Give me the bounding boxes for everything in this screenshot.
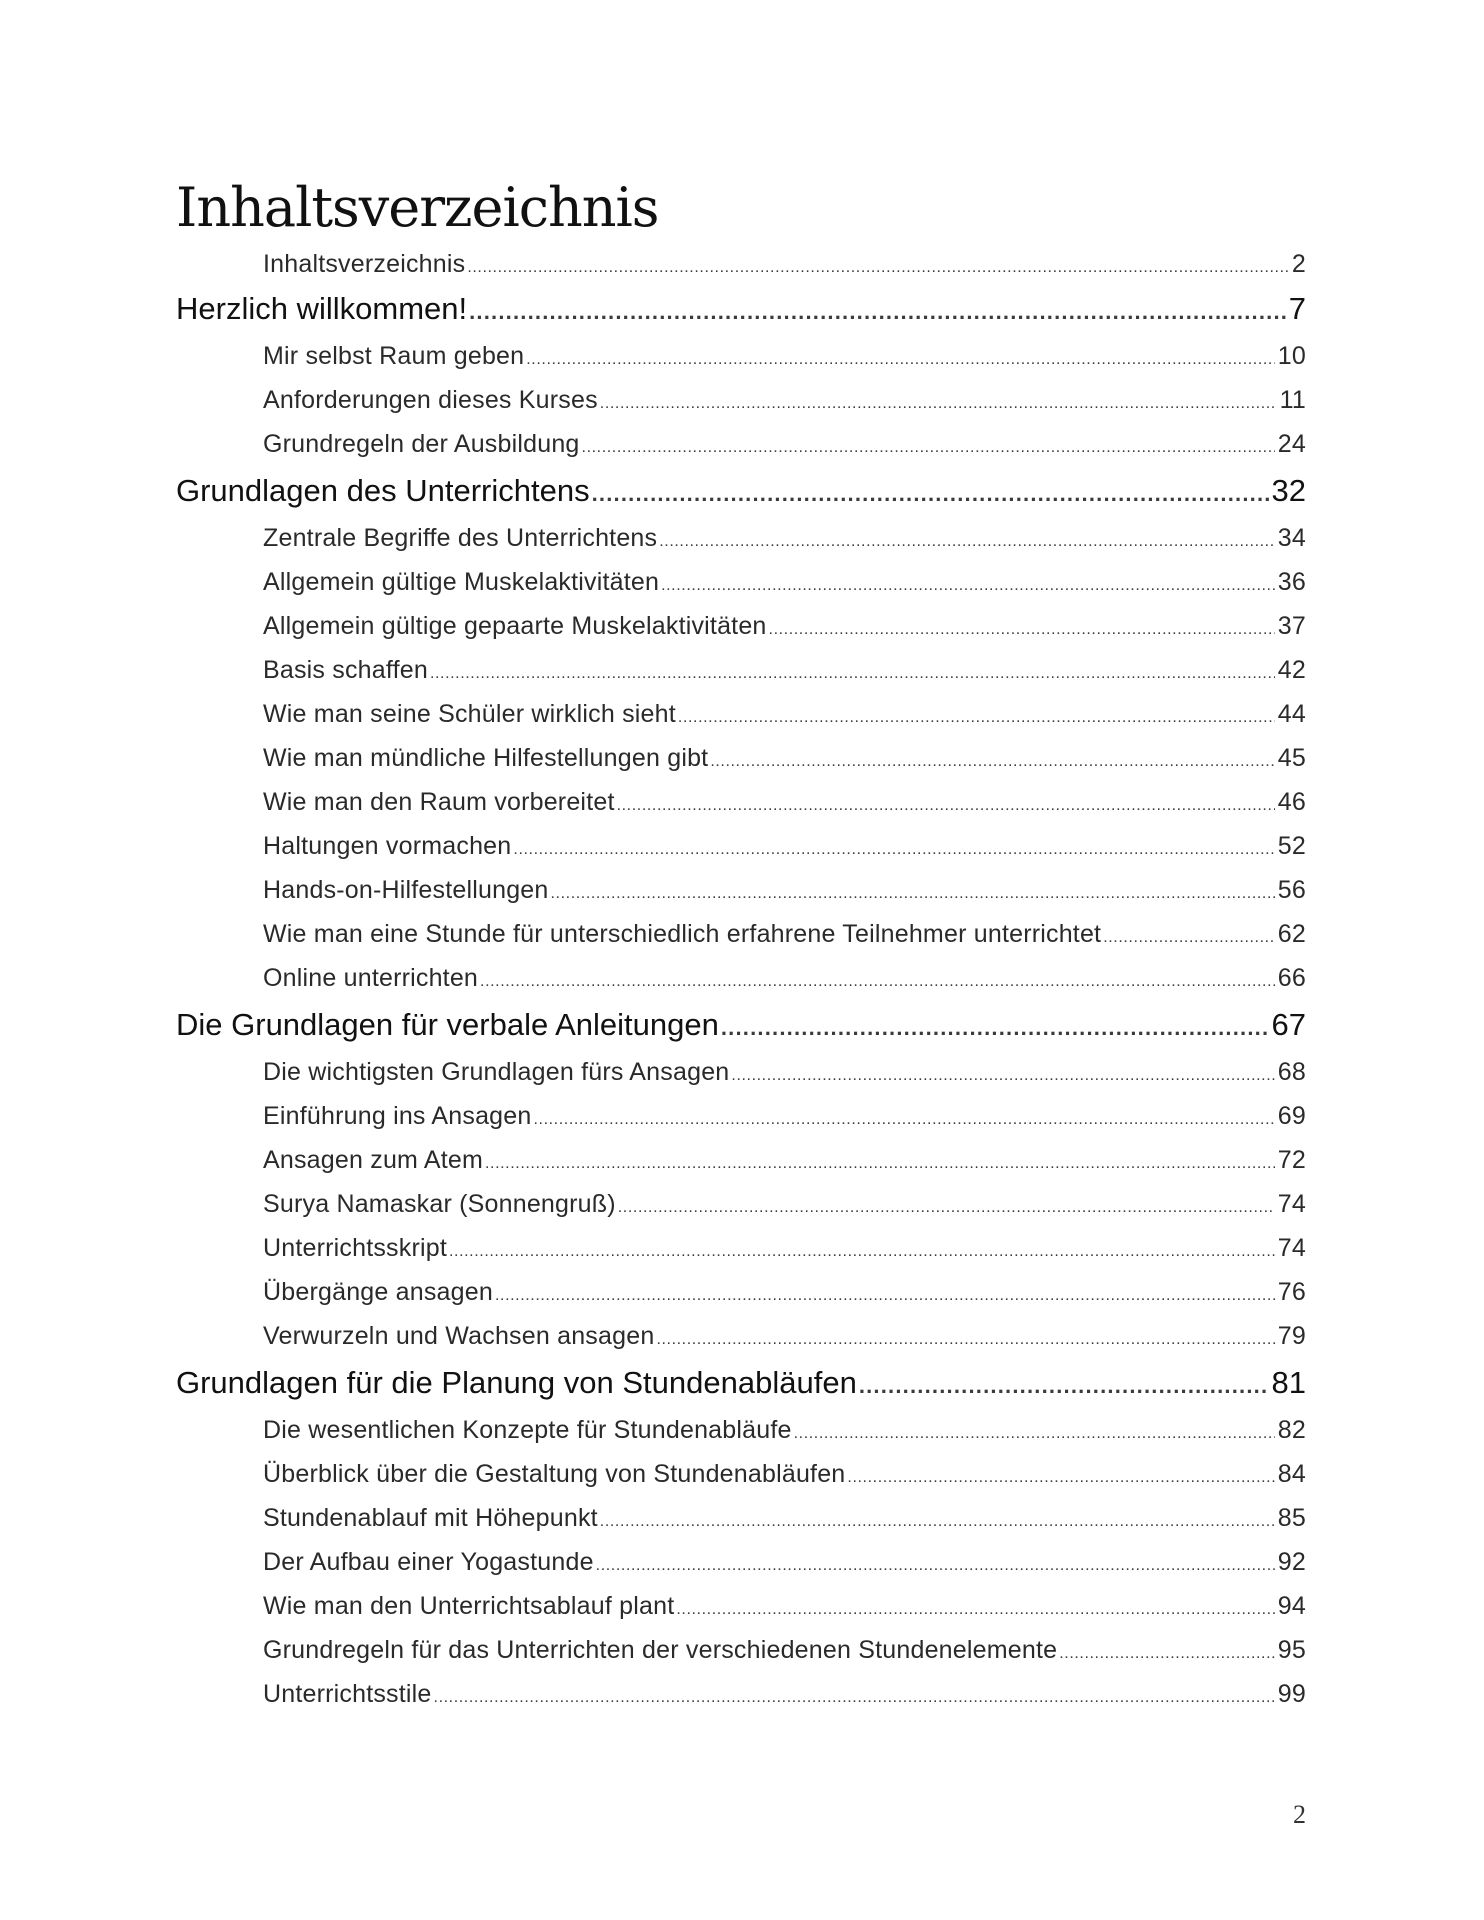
toc-entry-page-number: 46	[1277, 788, 1306, 816]
toc-entry-label: Basis schaffen	[263, 656, 428, 684]
dot-leader	[596, 1540, 1275, 1588]
toc-entry-page-number: 85	[1277, 1504, 1306, 1532]
toc-entry-page-number: 69	[1277, 1102, 1306, 1130]
dot-leader	[430, 648, 1275, 696]
dot-leader	[467, 244, 1289, 288]
toc-entry-page-number: 37	[1277, 612, 1306, 640]
toc-section-entry[interactable]	[176, 1628, 1306, 1672]
toc-entry-page-number: 74	[1277, 1234, 1306, 1262]
toc-section-entry[interactable]	[176, 1672, 1306, 1716]
toc-entry-label: Übergänge ansagen	[263, 1278, 493, 1306]
toc-section-entry[interactable]	[176, 1452, 1306, 1496]
toc-entry-label: Der Aufbau einer Yogastunde	[263, 1548, 594, 1576]
toc-entry-label: Grundlagen des Unterrichtens	[176, 473, 590, 508]
dot-leader	[769, 604, 1275, 652]
toc-section-entry[interactable]	[176, 1584, 1306, 1628]
toc-chapter-entry[interactable]	[176, 466, 1306, 516]
toc-section-entry[interactable]	[176, 736, 1306, 780]
dot-leader	[710, 736, 1274, 784]
toc-entry-label: Die Grundlagen für verbale Anleitungen	[176, 1007, 719, 1042]
toc-entry-label: Wie man eine Stunde für unterschiedlich erfahrene Teilnehmer unterrichtet	[263, 920, 1102, 948]
toc-entry-label: Grundregeln der Ausbildung	[263, 430, 580, 458]
toc-section-entry[interactable]	[176, 868, 1306, 912]
toc-entry-label: Überblick über die Gestaltung von Stundenabläufen	[263, 1460, 846, 1488]
toc-entry-label: Online unterrichten	[263, 964, 479, 992]
toc-section-entry[interactable]	[176, 648, 1306, 692]
toc-entry-page-number: 94	[1277, 1592, 1306, 1620]
toc-entry-label: Hands-on-Hilfestellungen	[263, 876, 549, 904]
toc-entry-label: Anforderungen dieses Kurses	[263, 386, 598, 414]
dot-leader	[1059, 1628, 1275, 1676]
toc-entry-label: Wie man mündliche Hilfestellungen gibt	[263, 744, 709, 772]
toc-entry-page-number: 81	[1271, 1365, 1306, 1400]
toc-entry-label: Herzlich willkommen!	[176, 291, 468, 326]
toc-section-entry[interactable]	[176, 244, 1306, 284]
toc-entry-page-number: 24	[1277, 430, 1306, 458]
toc-entry-label: Wie man seine Schüler wirklich sieht	[263, 700, 676, 728]
toc-entry-page-number: 32	[1271, 473, 1306, 508]
dot-leader	[847, 1452, 1274, 1500]
toc-chapter-entry[interactable]	[176, 284, 1306, 334]
toc-entry-label: Ansagen zum Atem	[263, 1146, 483, 1174]
toc-section-entry[interactable]	[176, 1138, 1306, 1182]
toc-entry-page-number: 10	[1277, 342, 1306, 370]
dot-leader	[1103, 912, 1275, 960]
toc-entry-label: Haltungen vormachen	[263, 832, 512, 860]
toc-entry-page-number: 56	[1277, 876, 1306, 904]
toc-section-entry[interactable]	[176, 378, 1306, 422]
toc-entry-label: Wie man den Raum vorbereitet	[263, 788, 615, 816]
toc-section-entry[interactable]	[176, 1496, 1306, 1540]
toc-section-entry[interactable]	[176, 560, 1306, 604]
toc-section-entry[interactable]	[176, 780, 1306, 824]
toc-entry-label: Unterrichtsskript	[263, 1234, 447, 1262]
dot-leader	[485, 1138, 1275, 1186]
toc-entry-page-number: 99	[1277, 1680, 1306, 1708]
dot-leader	[495, 1270, 1275, 1318]
page-number: 2	[1293, 1800, 1306, 1829]
dot-leader	[678, 692, 1275, 740]
toc-entry-label: Mir selbst Raum geben	[263, 342, 525, 370]
toc-entry-label: Grundregeln für das Unterrichten der verschiedenen Stundenelemente	[263, 1636, 1058, 1664]
toc-entry-label: Surya Namaskar (Sonnengruß)	[263, 1190, 616, 1218]
toc-entry-page-number: 74	[1277, 1190, 1306, 1218]
dot-leader	[469, 284, 1286, 337]
toc-entry-label: Wie man den Unterrichtsablauf plant	[263, 1592, 675, 1620]
toc-section-entry[interactable]	[176, 1182, 1306, 1226]
toc-entry-label: Stundenablauf mit Höhepunkt	[263, 1504, 598, 1532]
toc-entry-label: Unterrichtsstile	[263, 1680, 432, 1708]
toc-entry-page-number: 62	[1277, 920, 1306, 948]
dot-leader	[551, 868, 1275, 916]
dot-leader	[434, 1672, 1275, 1720]
toc-section-entry[interactable]	[176, 912, 1306, 956]
toc-entry-label: Inhaltsverzeichnis	[263, 250, 466, 278]
toc-entry-label: Allgemein gültige Muskelaktivitäten	[263, 568, 660, 596]
dot-leader	[600, 1496, 1275, 1544]
table-of-contents	[176, 244, 1306, 1716]
dot-leader	[618, 1182, 1275, 1230]
dot-leader	[449, 1226, 1275, 1274]
toc-entry-page-number: 42	[1277, 656, 1306, 684]
toc-entry-page-number: 82	[1277, 1416, 1306, 1444]
toc-entry-label: Grundlagen für die Planung von Stundenabläufen	[176, 1365, 857, 1400]
dot-leader	[592, 466, 1269, 519]
toc-section-entry[interactable]	[176, 334, 1306, 378]
toc-section-entry[interactable]	[176, 516, 1306, 560]
toc-section-entry[interactable]	[176, 1408, 1306, 1452]
toc-entry-page-number: 68	[1277, 1058, 1306, 1086]
toc-entry-label: Die wichtigsten Grundlagen fürs Ansagen	[263, 1058, 730, 1086]
toc-chapter-entry[interactable]	[176, 1358, 1306, 1408]
toc-entry-page-number: 79	[1277, 1322, 1306, 1350]
toc-entry-page-number: 34	[1277, 524, 1306, 552]
toc-section-entry[interactable]	[176, 1050, 1306, 1094]
toc-entry-page-number: 44	[1277, 700, 1306, 728]
toc-section-entry[interactable]	[176, 422, 1306, 466]
toc-entry-label: Die wesentlichen Konzepte für Stundenabläufe	[263, 1416, 792, 1444]
toc-entry-page-number: 84	[1277, 1460, 1306, 1488]
toc-section-entry[interactable]	[176, 1270, 1306, 1314]
dot-leader	[731, 1050, 1274, 1098]
toc-entry-label: Allgemein gültige gepaarte Muskelaktivitäten	[263, 612, 767, 640]
toc-entry-page-number: 2	[1291, 250, 1306, 278]
toc-entry-page-number: 66	[1277, 964, 1306, 992]
toc-section-entry[interactable]	[176, 692, 1306, 736]
dot-leader	[676, 1584, 1274, 1632]
dot-leader	[859, 1358, 1269, 1411]
toc-entry-page-number: 76	[1277, 1278, 1306, 1306]
dot-leader	[661, 560, 1275, 608]
dot-leader	[534, 1094, 1275, 1142]
dot-leader	[721, 1000, 1269, 1053]
dot-leader	[480, 956, 1275, 1004]
toc-entry-page-number: 36	[1277, 568, 1306, 596]
dot-leader	[600, 378, 1277, 426]
toc-entry-label: Einführung ins Ansagen	[263, 1102, 532, 1130]
toc-section-entry[interactable]	[176, 1226, 1306, 1270]
toc-section-entry[interactable]	[176, 824, 1306, 868]
dot-leader	[617, 780, 1275, 828]
dot-leader	[582, 422, 1275, 470]
dot-leader	[526, 334, 1275, 382]
toc-entry-label: Zentrale Begriffe des Unterrichtens	[263, 524, 658, 552]
toc-section-entry[interactable]	[176, 1094, 1306, 1138]
toc-section-entry[interactable]	[176, 956, 1306, 1000]
toc-entry-label: Verwurzeln und Wachsen ansagen	[263, 1322, 655, 1350]
toc-entry-page-number: 72	[1277, 1146, 1306, 1174]
page-title: Inhaltsverzeichnis	[176, 176, 659, 239]
toc-entry-page-number: 11	[1279, 386, 1306, 414]
toc-section-entry[interactable]	[176, 604, 1306, 648]
dot-leader	[513, 824, 1274, 872]
dot-leader	[794, 1408, 1275, 1456]
toc-entry-page-number: 45	[1277, 744, 1306, 772]
toc-entry-page-number: 67	[1271, 1007, 1306, 1042]
toc-chapter-entry[interactable]	[176, 1000, 1306, 1050]
toc-entry-page-number: 7	[1288, 291, 1306, 326]
toc-entry-page-number: 52	[1277, 832, 1306, 860]
toc-section-entry[interactable]	[176, 1314, 1306, 1358]
toc-section-entry[interactable]	[176, 1540, 1306, 1584]
toc-entry-page-number: 92	[1277, 1548, 1306, 1576]
dot-leader	[656, 1314, 1274, 1362]
toc-entry-page-number: 95	[1277, 1636, 1306, 1664]
dot-leader	[659, 516, 1275, 564]
